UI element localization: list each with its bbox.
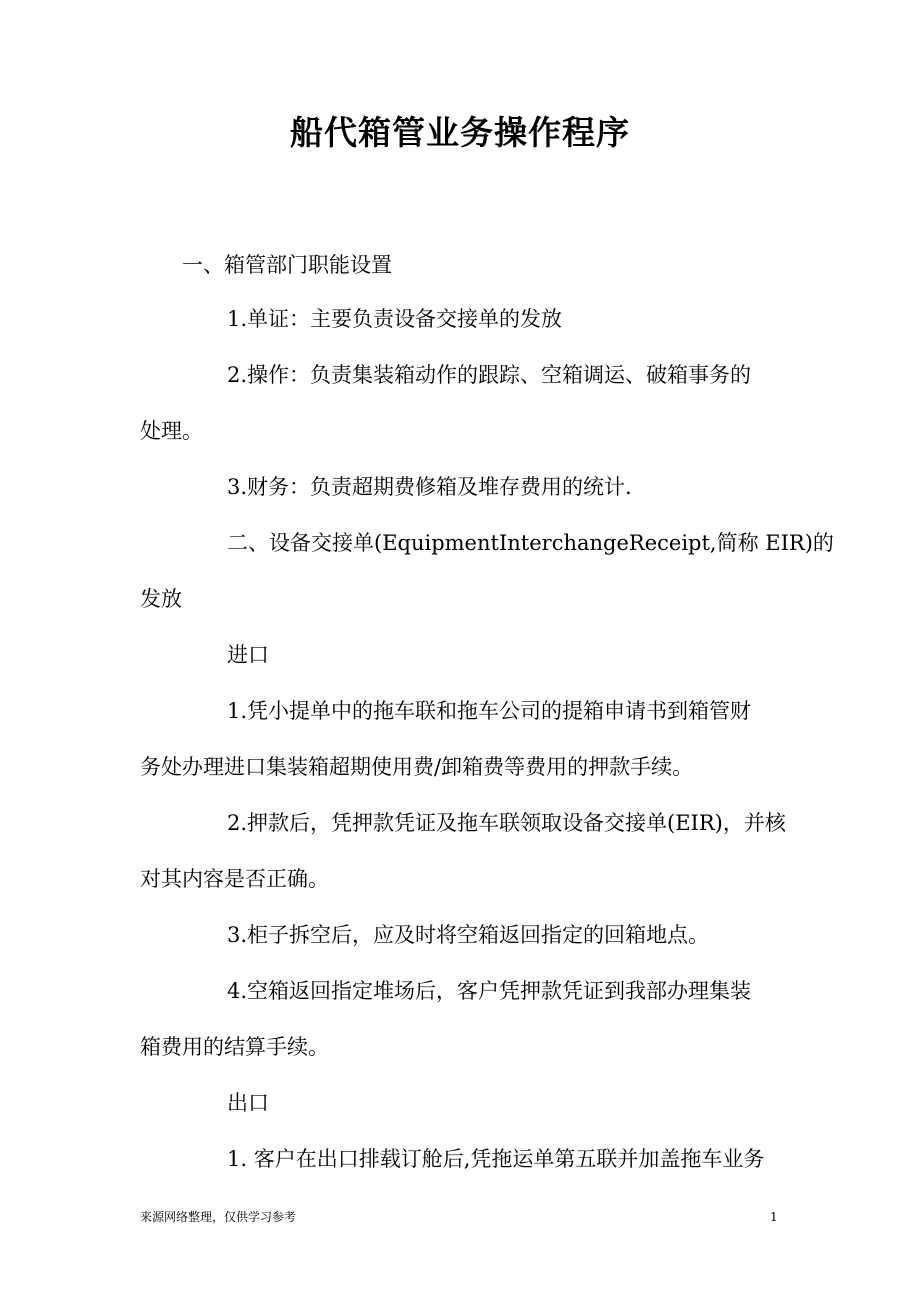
import-label: 进口 xyxy=(227,643,269,667)
document-title: 船代箱管业务操作程序 xyxy=(290,113,630,152)
section-1-item-3: 3.财务：负责超期费修箱及堆存费用的统计. xyxy=(227,475,632,499)
import-item-2-line-2: 对其内容是否正确。 xyxy=(140,867,329,891)
section-2-heading-part-3: Receipt,简称 EIR)的 xyxy=(628,531,834,555)
section-2-heading-part-1: 二、设备交接单(Equipment xyxy=(227,531,499,555)
section-1-item-1: 1.单证：主要负责设备交接单的发放 xyxy=(227,307,563,331)
import-item-4-line-1: 4.空箱返回指定堆场后，客户凭押款凭证到我部办理集装 xyxy=(227,979,752,1003)
footer-source-note: 来源网络整理，仅供学习参考 xyxy=(140,1210,297,1224)
section-1-item-2-line-1: 2.操作：负责集装箱动作的跟踪、空箱调运、破箱事务的 xyxy=(227,363,752,387)
export-item-1-line-1: 1. 客户在出口排载订舱后,凭拖运单第五联并加盖拖车业务 xyxy=(227,1147,765,1171)
import-item-1-line-2: 务处办理进口集装箱超期使用费/卸箱费等费用的押款手续。 xyxy=(140,755,694,779)
section-1-heading: 一、箱管部门职能设置 xyxy=(182,253,392,277)
import-item-4-line-2: 箱费用的结算手续。 xyxy=(140,1035,329,1059)
footer-page-number: 1 xyxy=(770,1210,778,1224)
section-2-heading-part-2: Interchange xyxy=(498,531,629,555)
import-item-1-line-1: 1.凭小提单中的拖车联和拖车公司的提箱申请书到箱管财 xyxy=(227,699,752,723)
import-item-2-line-1: 2.押款后，凭押款凭证及拖车联领取设备交接单(EIR)，并核 xyxy=(227,811,786,835)
export-label: 出口 xyxy=(227,1091,269,1115)
import-item-3: 3.柜子拆空后，应及时将空箱返回指定的回箱地点。 xyxy=(227,923,710,947)
section-2-heading-line-2: 发放 xyxy=(140,587,182,611)
section-2-heading-line-1 xyxy=(227,528,834,558)
section-1-item-2-line-2: 处理。 xyxy=(140,419,203,443)
